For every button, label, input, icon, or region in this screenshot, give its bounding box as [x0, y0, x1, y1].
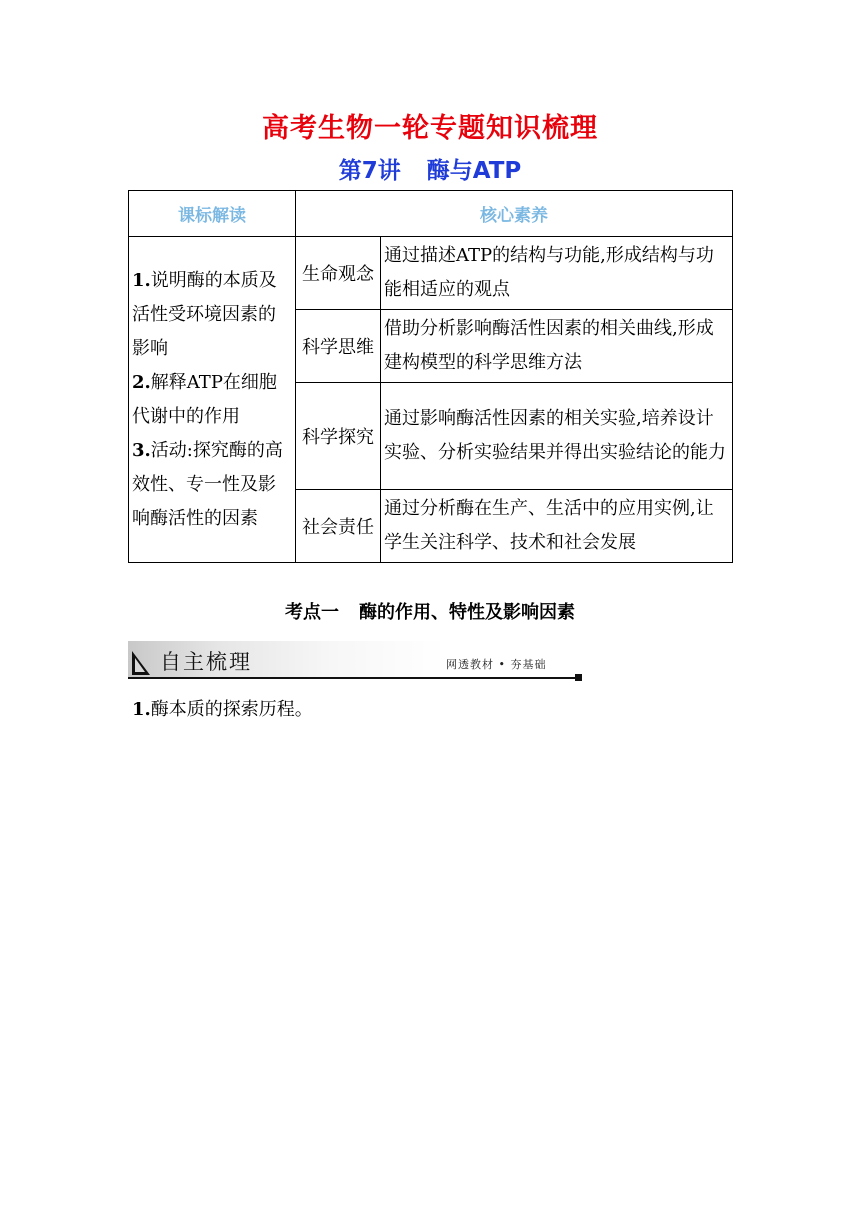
banner-end-mark	[575, 674, 582, 681]
banner-underline	[128, 677, 578, 679]
literacy-description: 通过分析酶在生产、生活中的应用实例,让学生关注科学、技术和社会发展	[381, 490, 733, 563]
table-header-row	[129, 191, 733, 237]
table-row	[129, 237, 733, 310]
content-point	[132, 695, 313, 721]
lecture-number: 第7讲	[338, 158, 401, 184]
self-study-banner	[128, 641, 582, 681]
header-literacy: 核心素养	[296, 191, 733, 237]
literacy-category: 科学探究	[296, 383, 381, 490]
header-standards: 课标解读	[129, 191, 296, 237]
standards-cell	[129, 237, 296, 563]
literacy-category: 科学思维	[296, 310, 381, 383]
section-title	[0, 598, 860, 624]
literacy-category: 社会责任	[296, 490, 381, 563]
literacy-description: 借助分析影响酶活性因素的相关曲线,形成建构模型的科学思维方法	[381, 310, 733, 383]
point-text: 酶本质的探索历程。	[150, 699, 313, 720]
standard-item: 2.解释ATP在细胞代谢中的作用	[132, 371, 277, 427]
literacy-category: 生命观念	[296, 237, 381, 310]
standard-item: 3.活动:探究酶的高效性、专一性及影响酶活性的因素	[132, 439, 283, 529]
section-heading: 酶的作用、特性及影响因素	[359, 602, 575, 623]
literacy-description: 通过描述ATP的结构与功能,形成结构与功能相适应的观点	[381, 237, 733, 310]
point-number: 1.	[132, 699, 151, 720]
banner-heading: 自主梳理	[160, 650, 252, 674]
slash-corner-icon	[130, 649, 152, 677]
section-label: 考点一	[285, 602, 339, 623]
literacy-description: 通过影响酶活性因素的相关实验,培养设计实验、分析实验结果并得出实验结论的能力	[381, 383, 733, 490]
curriculum-table	[128, 190, 733, 563]
document-title: 高考生物一轮专题知识梳理	[262, 113, 598, 144]
banner-tagline: 网透教材 • 夯基础	[446, 658, 547, 671]
lecture-title	[0, 152, 860, 185]
lecture-topic: 酶与ATP	[426, 158, 522, 184]
standard-item: 1.说明酶的本质及活性受环境因素的影响	[132, 269, 277, 359]
